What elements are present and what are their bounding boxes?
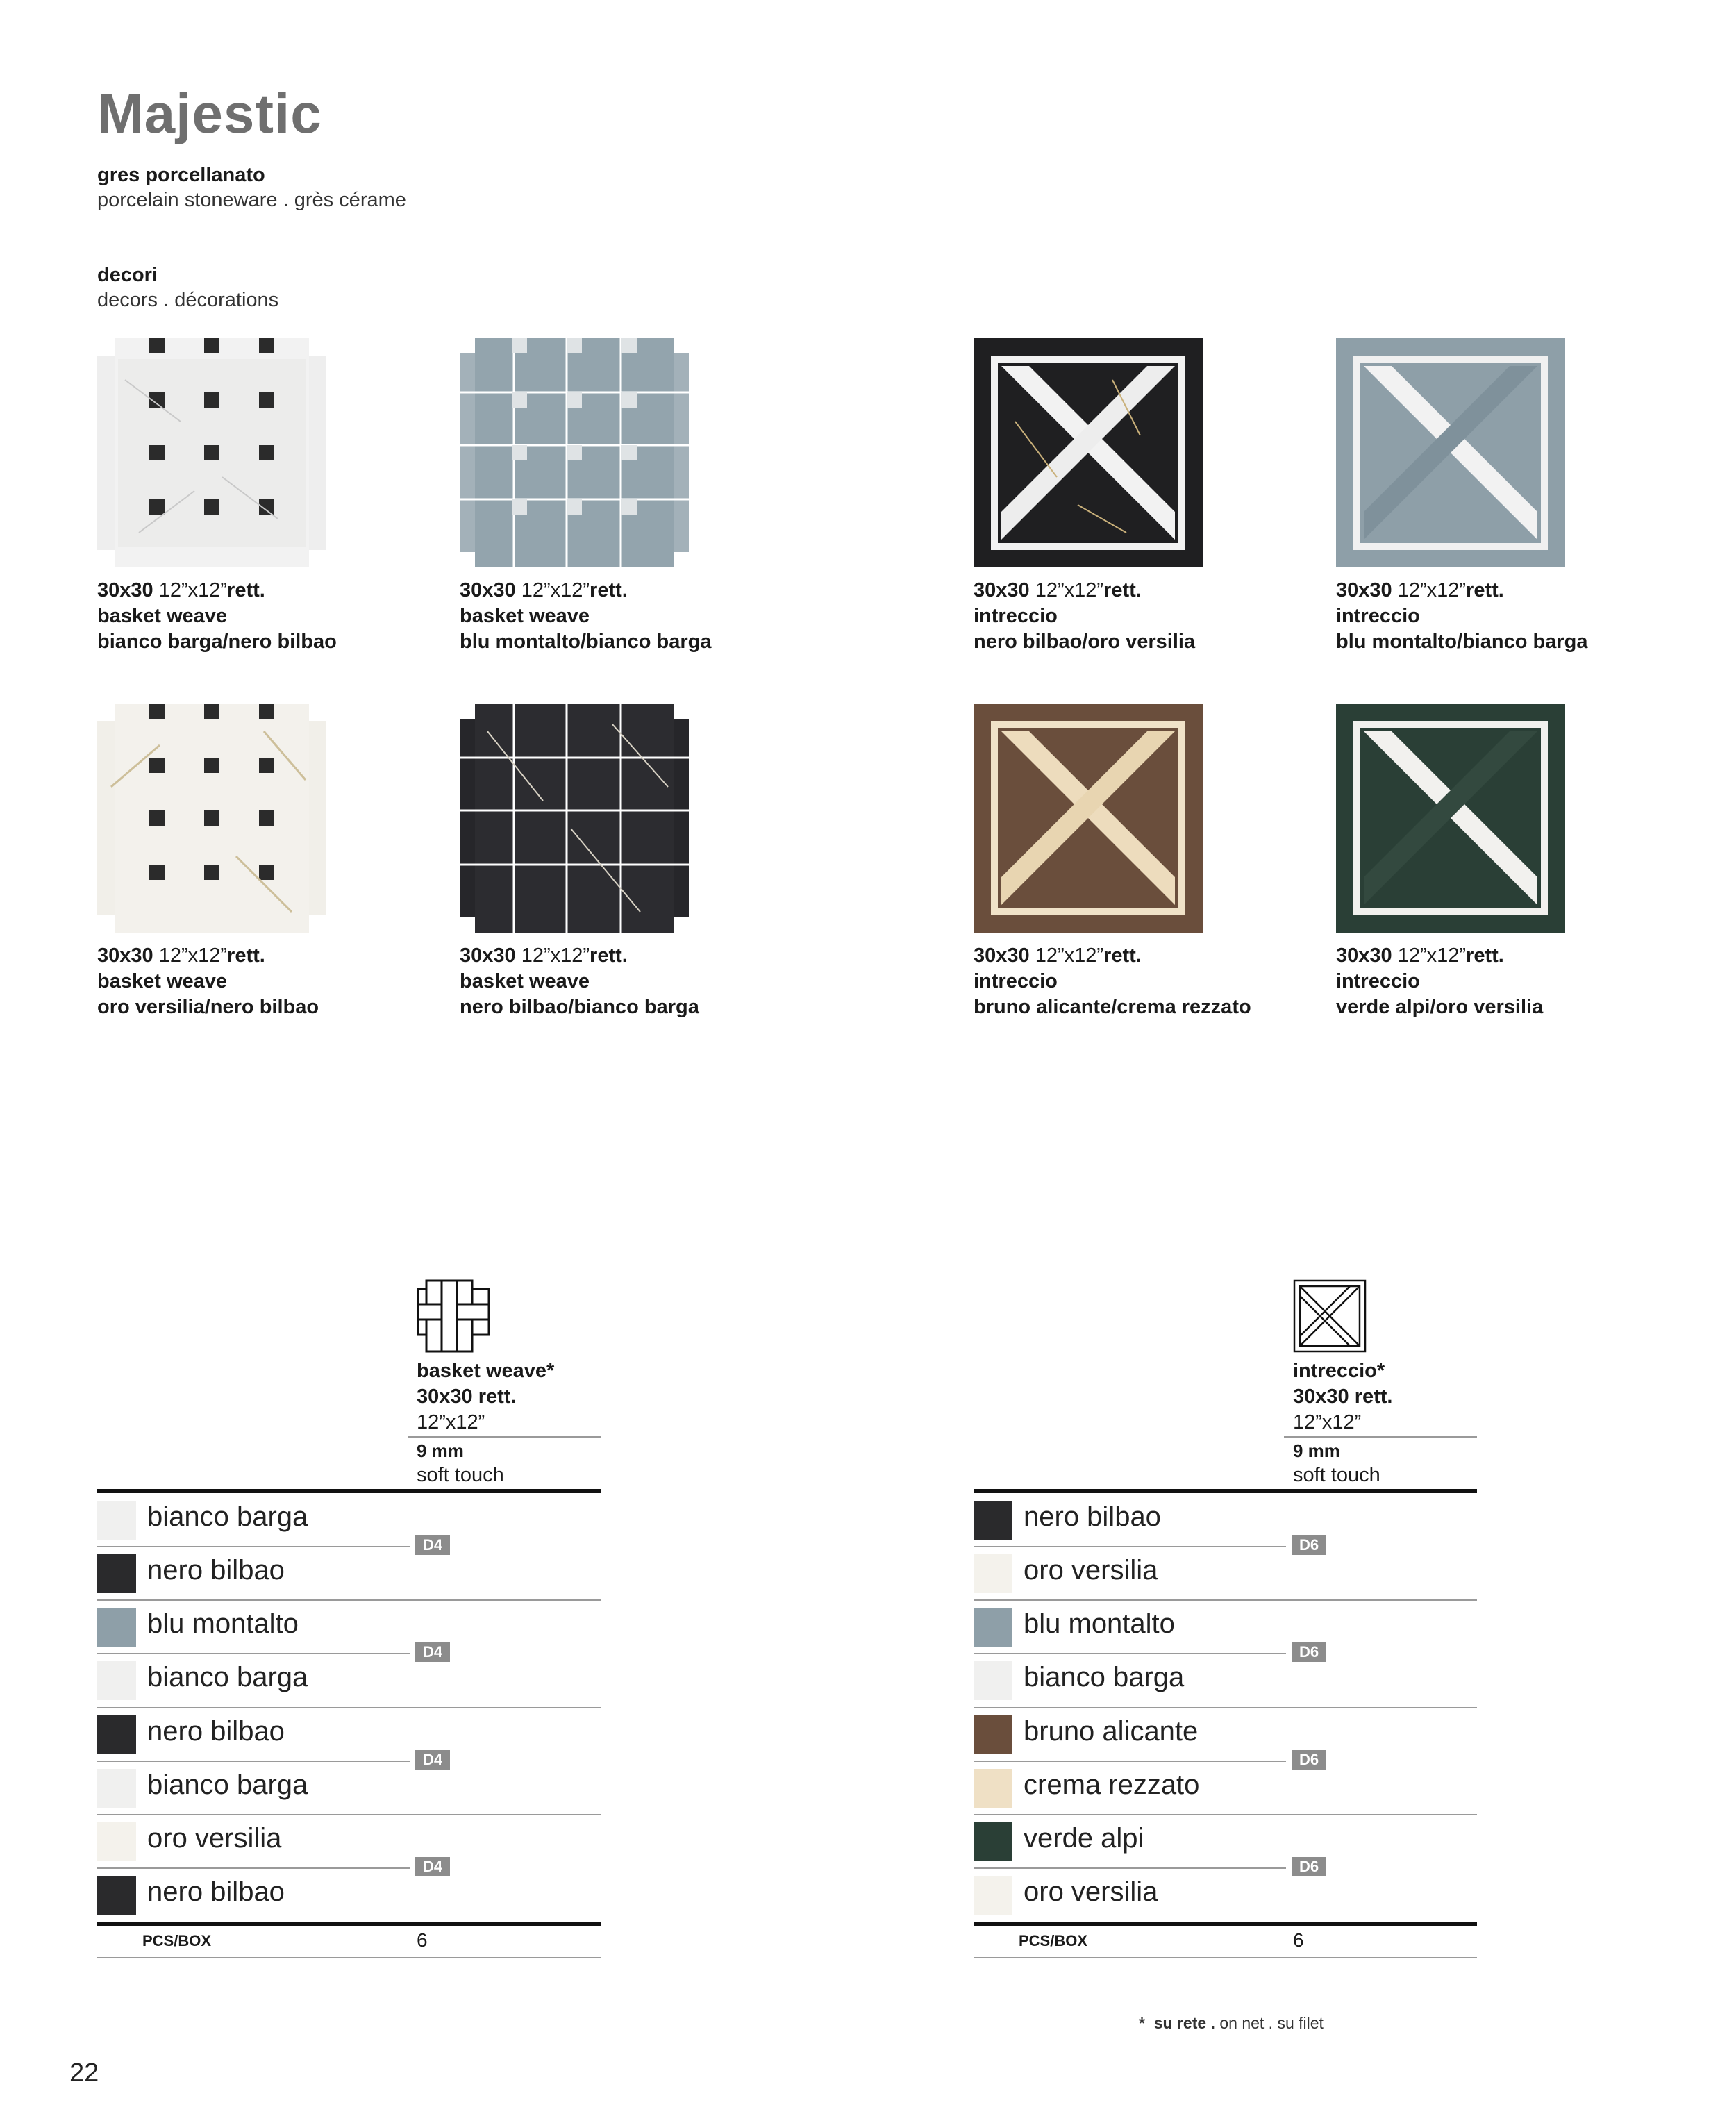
material-name: blu montalto <box>147 1608 299 1639</box>
divider <box>974 1957 1477 1958</box>
code-badge: D4 <box>415 1535 450 1555</box>
table-row <box>974 1600 1477 1654</box>
pcs-box-value: 6 <box>1293 1929 1304 1951</box>
swatch-verde-alpi <box>974 1822 1012 1861</box>
table-header-thickness: 9 mm <box>1293 1440 1340 1461</box>
product-caption: 30x30 12”x12”rett. intreccio bruno alicante/crema rezzato <box>974 944 1251 1018</box>
material-name: nero bilbao <box>1024 1501 1161 1532</box>
material-name: verde alpi <box>1024 1823 1144 1854</box>
table-intreccio <box>974 0 1477 2114</box>
material-name: bianco barga <box>147 1501 308 1532</box>
intreccio-icon <box>1293 1279 1367 1353</box>
swatch-bianco-barga <box>97 1661 136 1700</box>
table-row <box>97 1708 601 1761</box>
swatch-nero-bilbao <box>97 1554 136 1593</box>
code-badge: D4 <box>415 1857 450 1876</box>
swatch-bianco-barga <box>97 1501 136 1540</box>
table-row <box>974 1708 1477 1761</box>
material-name: crema rezzato <box>1024 1770 1200 1800</box>
table-row <box>974 1815 1477 1868</box>
swatch-crema-rezzato <box>974 1769 1012 1808</box>
material-name: oro versilia <box>1024 1555 1158 1586</box>
table-header-inches: 12”x12” <box>1293 1411 1362 1433</box>
product-caption: 30x30 12”x12”rett. intreccio blu montalto/bianco barga <box>1336 579 1588 653</box>
table-row <box>97 1654 601 1707</box>
page-title: Majestic <box>97 83 322 144</box>
table-row <box>97 1493 601 1547</box>
table-header-inches: 12”x12” <box>417 1411 485 1433</box>
table-row <box>974 1547 1477 1600</box>
table-row <box>974 1868 1477 1922</box>
product-caption: 30x30 12”x12”rett. intreccio nero bilbao/oro versilia <box>974 579 1196 653</box>
material-name: oro versilia <box>1024 1876 1158 1907</box>
swatch-oro-versilia <box>97 1822 136 1861</box>
section-italian: decori <box>97 264 158 286</box>
section-translations: decors . décorations <box>97 289 279 311</box>
product-caption: 30x30 12”x12”rett. basket weave nero bilbao/bianco barga <box>460 944 699 1018</box>
pcs-box-value: 6 <box>417 1929 428 1951</box>
swatch-blu-montalto <box>974 1608 1012 1647</box>
basket-weave-icon <box>417 1279 490 1353</box>
divider <box>974 1922 1477 1926</box>
swatch-nero-bilbao <box>97 1715 136 1754</box>
swatch-nero-bilbao <box>97 1876 136 1915</box>
product-caption: 30x30 12”x12”rett. basket weave blu montalto/bianco barga <box>460 579 712 653</box>
table-row <box>974 1654 1477 1707</box>
code-badge: D6 <box>1292 1642 1326 1662</box>
code-badge: D6 <box>1292 1857 1326 1876</box>
page-number: 22 <box>69 2058 99 2088</box>
table-header-name: basket weave* <box>417 1360 555 1382</box>
table-row <box>97 1815 601 1868</box>
table-row <box>974 1493 1477 1547</box>
swatch-bianco-barga <box>97 1769 136 1808</box>
table-row <box>97 1868 601 1922</box>
product-caption: 30x30 12”x12”rett. basket weave bianco barga/nero bilbao <box>97 579 337 653</box>
table-header-thickness: 9 mm <box>417 1440 464 1461</box>
footnote: * su rete . on net . su filet <box>1139 2014 1324 2032</box>
table-row <box>974 1761 1477 1815</box>
material-name: oro versilia <box>147 1823 282 1854</box>
swatch-nero-bilbao <box>974 1501 1012 1540</box>
swatch-bianco-barga <box>974 1661 1012 1700</box>
table-row <box>97 1600 601 1654</box>
table-row <box>97 1761 601 1815</box>
table-header-size: 30x30 rett. <box>417 1385 517 1408</box>
code-badge: D4 <box>415 1750 450 1770</box>
material-name: bianco barga <box>147 1662 308 1692</box>
swatch-oro-versilia <box>974 1876 1012 1915</box>
code-badge: D6 <box>1292 1535 1326 1555</box>
table-header-surface: soft touch <box>1293 1464 1380 1486</box>
table-row <box>97 1547 601 1600</box>
divider <box>1284 1436 1477 1438</box>
pcs-box-label: PCS/BOX <box>1019 1932 1088 1949</box>
material-name: bianco barga <box>1024 1662 1185 1692</box>
material-name: nero bilbao <box>147 1716 285 1747</box>
table-header-name: intreccio* <box>1293 1360 1385 1382</box>
material-name: bianco barga <box>147 1770 308 1800</box>
pcs-box-label: PCS/BOX <box>142 1932 212 1949</box>
swatch-blu-montalto <box>97 1608 136 1647</box>
material-name: blu montalto <box>1024 1608 1175 1639</box>
material-italian: gres porcellanato <box>97 164 265 186</box>
swatch-oro-versilia <box>974 1554 1012 1593</box>
divider <box>408 1436 601 1438</box>
material-translations: porcelain stoneware . grès cérame <box>97 189 406 211</box>
material-name: nero bilbao <box>147 1555 285 1586</box>
divider <box>97 1922 601 1926</box>
code-badge: D4 <box>415 1642 450 1662</box>
table-header-size: 30x30 rett. <box>1293 1385 1393 1408</box>
swatch-bruno-alicante <box>974 1715 1012 1754</box>
code-badge: D6 <box>1292 1750 1326 1770</box>
product-caption: 30x30 12”x12”rett. intreccio verde alpi/oro versilia <box>1336 944 1544 1018</box>
product-caption: 30x30 12”x12”rett. basket weave oro versilia/nero bilbao <box>97 944 319 1018</box>
divider <box>97 1957 601 1958</box>
material-name: nero bilbao <box>147 1876 285 1907</box>
material-name: bruno alicante <box>1024 1716 1199 1747</box>
table-header-surface: soft touch <box>417 1464 504 1486</box>
table-basket-weave <box>97 0 601 2114</box>
